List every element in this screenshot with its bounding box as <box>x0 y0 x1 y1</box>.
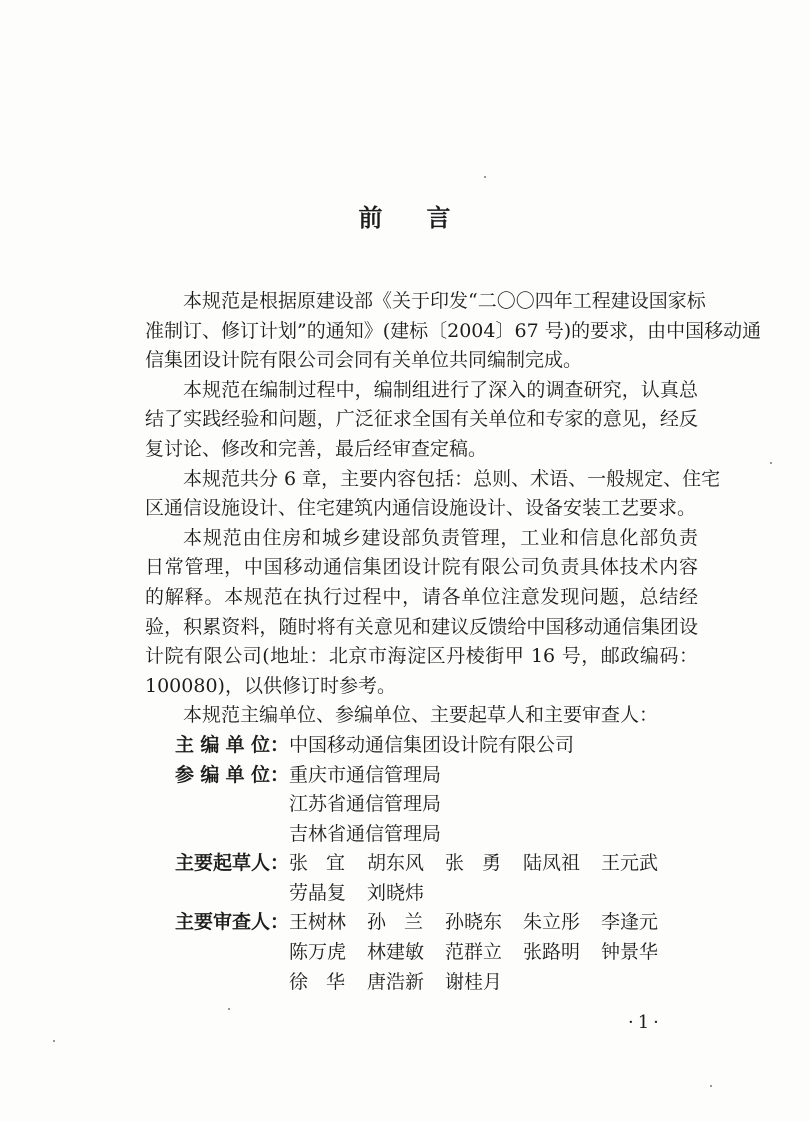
credit-label <box>145 908 289 938</box>
credit-label-text: 主要起草人 <box>175 852 271 875</box>
credit-values <box>289 968 523 998</box>
credit-name: 江苏省通信管理局 <box>289 793 442 816</box>
paragraph-line: 100080)，以供修订时参考。 <box>145 674 396 697</box>
credit-values <box>289 790 441 820</box>
paragraph-line: 本规范共分 6 章，主要内容包括：总则、术语、一般规定、住宅 <box>183 467 721 490</box>
paragraph <box>145 287 762 376</box>
paragraph-line: 验，积累资料，随时将有关意见和建议反馈给中国移动通信集团设 <box>145 615 698 638</box>
paragraph-line: 信集团设计院有限公司会同有关单位共同编制完成。 <box>145 349 583 372</box>
paragraph <box>145 465 721 524</box>
paragraph-line: 的解释。本规范在执行过程中，请各单位注意发现问题，总结经 <box>145 585 698 608</box>
credit-name: 朱立彤 <box>523 911 581 934</box>
credit-label <box>145 849 289 879</box>
paragraph-line: 本规范在编制过程中，编制组进行了深入的调查研究，认真总 <box>183 378 698 401</box>
credit-values <box>289 761 441 791</box>
credit-name: 王树林 <box>289 911 347 934</box>
foreword-body <box>145 287 762 997</box>
credit-group <box>145 761 698 850</box>
scan-speck <box>228 1008 230 1010</box>
credit-name: 钟景华 <box>601 941 659 964</box>
scan-speck <box>770 462 772 464</box>
paragraph <box>145 376 698 465</box>
credit-row <box>145 790 698 820</box>
credit-label-text: 主要审查人 <box>175 911 271 934</box>
credit-name: 胡东风 <box>367 852 425 875</box>
credit-label <box>145 731 289 761</box>
credit-name: 谢桂月 <box>445 970 503 993</box>
credit-group <box>145 731 698 761</box>
label-colon: ： <box>270 911 290 934</box>
credit-row <box>145 938 698 968</box>
credit-name: 张宜 <box>289 852 345 875</box>
paragraph-line: 本规范主编单位、参编单位、主要起草人和主要审查人： <box>183 704 659 727</box>
credit-name: 劳晶复 <box>289 881 347 904</box>
credit-label <box>145 879 289 909</box>
credit-name: 李逢元 <box>601 911 659 934</box>
paragraph <box>145 524 698 702</box>
credit-name: 陈万虎 <box>289 941 347 964</box>
credit-values <box>289 938 679 968</box>
label-colon: ： <box>269 763 289 786</box>
credit-row <box>145 968 698 998</box>
paragraph-line: 结了实践经验和问题，广泛征求全国有关单位和专家的意见，经反 <box>145 408 698 431</box>
paragraph-line: 准制订、修订计划”的通知》(建标〔2004〕67 号)的要求，由中国移动通 <box>145 319 762 342</box>
paragraph <box>145 701 698 731</box>
credit-group <box>145 849 698 908</box>
credit-values <box>289 908 679 938</box>
credit-values <box>289 731 574 761</box>
credit-name: 刘晓炜 <box>367 881 425 904</box>
credit-name: 吉林省通信管理局 <box>289 822 442 845</box>
credit-name: 陆凤祖 <box>523 852 581 875</box>
paragraph-line: 本规范是根据原建设部《关于印发“二〇〇四年工程建设国家标 <box>183 290 706 312</box>
paragraph-line: 计院有限公司(地址：北京市海淀区丹棱街甲 16 号，邮政编码： <box>145 645 698 668</box>
credit-name: 王元武 <box>601 852 659 875</box>
credit-row <box>145 761 698 791</box>
credit-row <box>145 849 698 879</box>
credit-name: 重庆市通信管理局 <box>289 763 442 786</box>
paragraph-line: 日常管理，中国移动通信集团设计院有限公司负责具体技术内容 <box>145 556 698 579</box>
scan-speck <box>710 1085 712 1087</box>
credit-label-text: 主编单位 <box>175 733 270 756</box>
credit-label <box>145 968 289 998</box>
paragraph-line: 复讨论、修改和完善，最后经审查定稿。 <box>145 437 488 460</box>
credit-name: 张路明 <box>523 941 581 964</box>
credit-name: 孙兰 <box>367 911 423 934</box>
credit-row <box>145 731 698 761</box>
credit-group <box>145 908 698 997</box>
credit-name: 林建敏 <box>367 941 425 964</box>
credit-name: 张勇 <box>445 852 501 875</box>
paragraph-line: 区通信设施设计、住宅建筑内通信设施设计、设备安装工艺要求。 <box>145 497 697 520</box>
credit-label <box>145 820 289 850</box>
label-colon: ： <box>269 733 289 756</box>
scan-speck <box>53 1040 55 1042</box>
credit-label <box>145 790 289 820</box>
page-title: 前言 <box>358 203 495 232</box>
paragraph-line: 本规范由住房和城乡建设部负责管理，工业和信息化部负责 <box>183 526 698 549</box>
credit-values <box>289 849 679 879</box>
credit-label <box>145 938 289 968</box>
credit-row <box>145 879 698 909</box>
credit-label <box>145 761 289 791</box>
page-number: ·1· <box>628 1012 663 1033</box>
credit-name: 中国移动通信集团设计院有限公司 <box>289 733 575 756</box>
credit-name: 孙晓东 <box>445 911 503 934</box>
scan-speck <box>484 176 486 178</box>
credit-row <box>145 820 698 850</box>
credit-name: 范群立 <box>445 941 503 964</box>
credit-name: 徐华 <box>289 970 345 993</box>
credit-name: 唐浩新 <box>367 970 425 993</box>
label-colon: ： <box>270 852 290 875</box>
credit-values <box>289 879 445 909</box>
credit-values <box>289 820 441 850</box>
credit-label-text: 参编单位 <box>175 763 270 786</box>
credit-row <box>145 908 698 938</box>
